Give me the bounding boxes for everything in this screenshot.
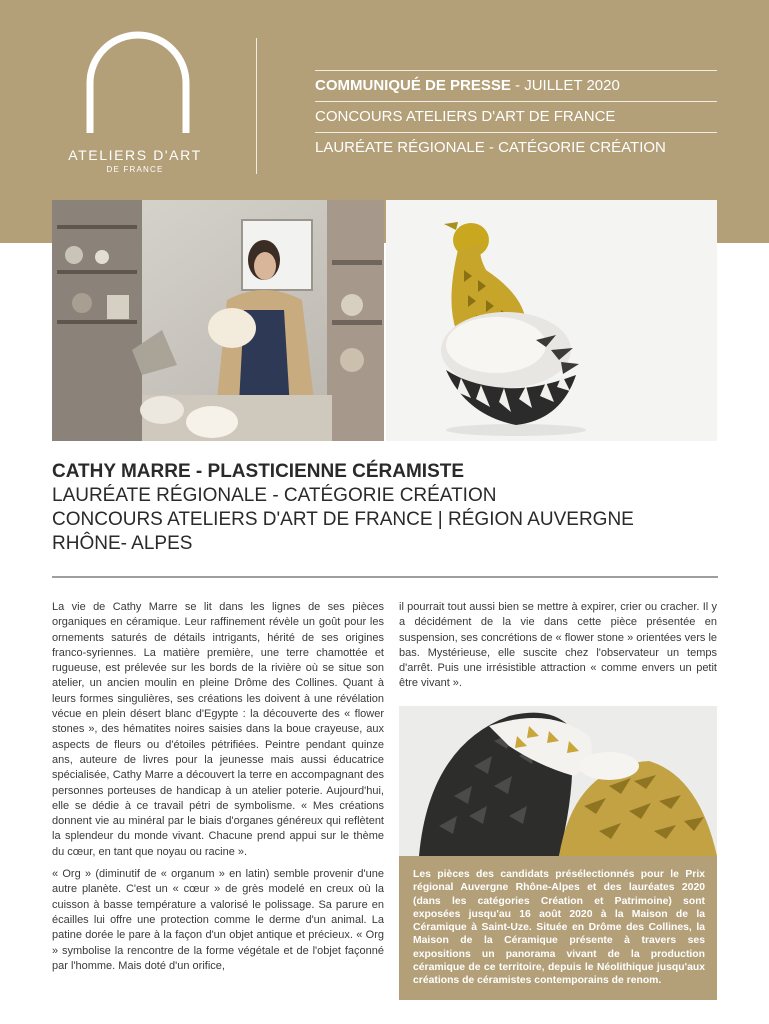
caption-box: Les pièces des candidats présélectionnés pour le Prix régional Auvergne Rhône-Alpes et des lauréates 2020 (dans les catégories Création et Patrimoine) sont exposées jusqu'au 16 août 2020 à la Maison de la Céramique à Saint-Uze. Située en Drôme des Collines, la Maison de la Céramique présente à travers ses expositions un panorama vivant de la production céramique de ce territoire, depuis le Néolithique jusqu'aux créations de céramistes contemporains de renom.: [399, 856, 717, 1000]
logo-arch-icon: [80, 28, 196, 138]
category-line: LAURÉATE RÉGIONALE - CATÉGORIE CRÉATION: [315, 139, 666, 156]
body-paragraph: La vie de Cathy Marre se lit dans les lignes de ses pièces organiques en céramique. Leur raffinement révèle un goût pour les ornements saturés de détails intrigants, hérité de ses origines franco-syriennes. La matière première, une terre chamottée et rugueuse, est prélevée sur les bords de la rivière où se situe son atelier, un ancien moulin en pleine Drôme des Collines. Quant à leurs formes singulières, ses créations les doivent à une révélation vécue en plein désert blanc d'Egypte : la découverte des « flower stones », des hématites noires saisies dans la boue crayeuse, aux aspects de fleurs ou d'étoiles pétrifiées. Peintre pendant quinze ans, auteure de livres pour la jeunesse mais aussi éducatrice spécialisée, Cathy Marre a découvert la terre en accompagnant des personnes porteuses de handicap à un atelier poterie. Aujourd'hui, elle se dédie à ce travail pétri de symbolisme. « Mes créations donnent vie au minéral par le biais d'organes généreux qui reflètent la splendeur du monde vivant. Chacune prend appui sur le thème du cœur, en tant que noyau ou racine ».: [52, 601, 384, 858]
article-subtitle-3: RHÔNE- ALPES: [52, 533, 193, 554]
article-title: CATHY MARRE - PLASTICIENNE CÉRAMISTE: [52, 461, 465, 482]
article-titles: [52, 460, 718, 556]
press-release-label: COMMUNIQUÉ DE PRESSE: [315, 77, 511, 94]
logo-name: ATELIERS D'ART: [68, 147, 202, 163]
body-paragraph: « Org » (diminutif de « organum » en latin) semble provenir d'une autre planète. C'est un « cœur » de grès modelé en creux où la cuisson à basse température a valorisé le polissage. Sa parure en écailles lui offre une protection comme le derme d'un animal. La patine dorée le pare à la façon d'un objet antique et précieux. « Org » symbolise la rencontre de la forme végétale et de l'objet façonné par l'homme. Mais doté d'un orifice,: [52, 868, 384, 972]
sculpture-photo: [386, 200, 717, 441]
body-column-right: [399, 600, 717, 699]
logo: [40, 20, 230, 180]
press-release-date: - JUILLET 2020: [510, 77, 620, 94]
press-release-line: [315, 71, 717, 101]
workshop-photo: [52, 200, 384, 441]
body-column-left: [52, 600, 384, 981]
title-rule: [52, 576, 718, 578]
logo-subtitle: DE FRANCE: [106, 165, 164, 174]
header-info: [315, 70, 717, 163]
article-subtitle-1: LAURÉATE RÉGIONALE - CATÉGORIE CRÉATION: [52, 485, 497, 506]
header-divider: [256, 38, 257, 174]
article-subtitle-2: CONCOURS ATELIERS D'ART DE FRANCE | RÉGION AUVERGNE: [52, 509, 634, 530]
body-paragraph: il pourrait tout aussi bien se mettre à expirer, crier ou cracher. Il y a décidément de la vie dans cette pièce présentée en suspension, ses concrétions de « flower stone » orientées vers le bas. Mystérieuse, elle suscite chez l'observateur un temps d'arrêt. Puis une irrésistible attraction « comme envers un petit être vivant ».: [399, 601, 717, 690]
sculpture-closeup-photo: [399, 706, 717, 856]
contest-line: CONCOURS ATELIERS D'ART DE FRANCE: [315, 108, 616, 125]
